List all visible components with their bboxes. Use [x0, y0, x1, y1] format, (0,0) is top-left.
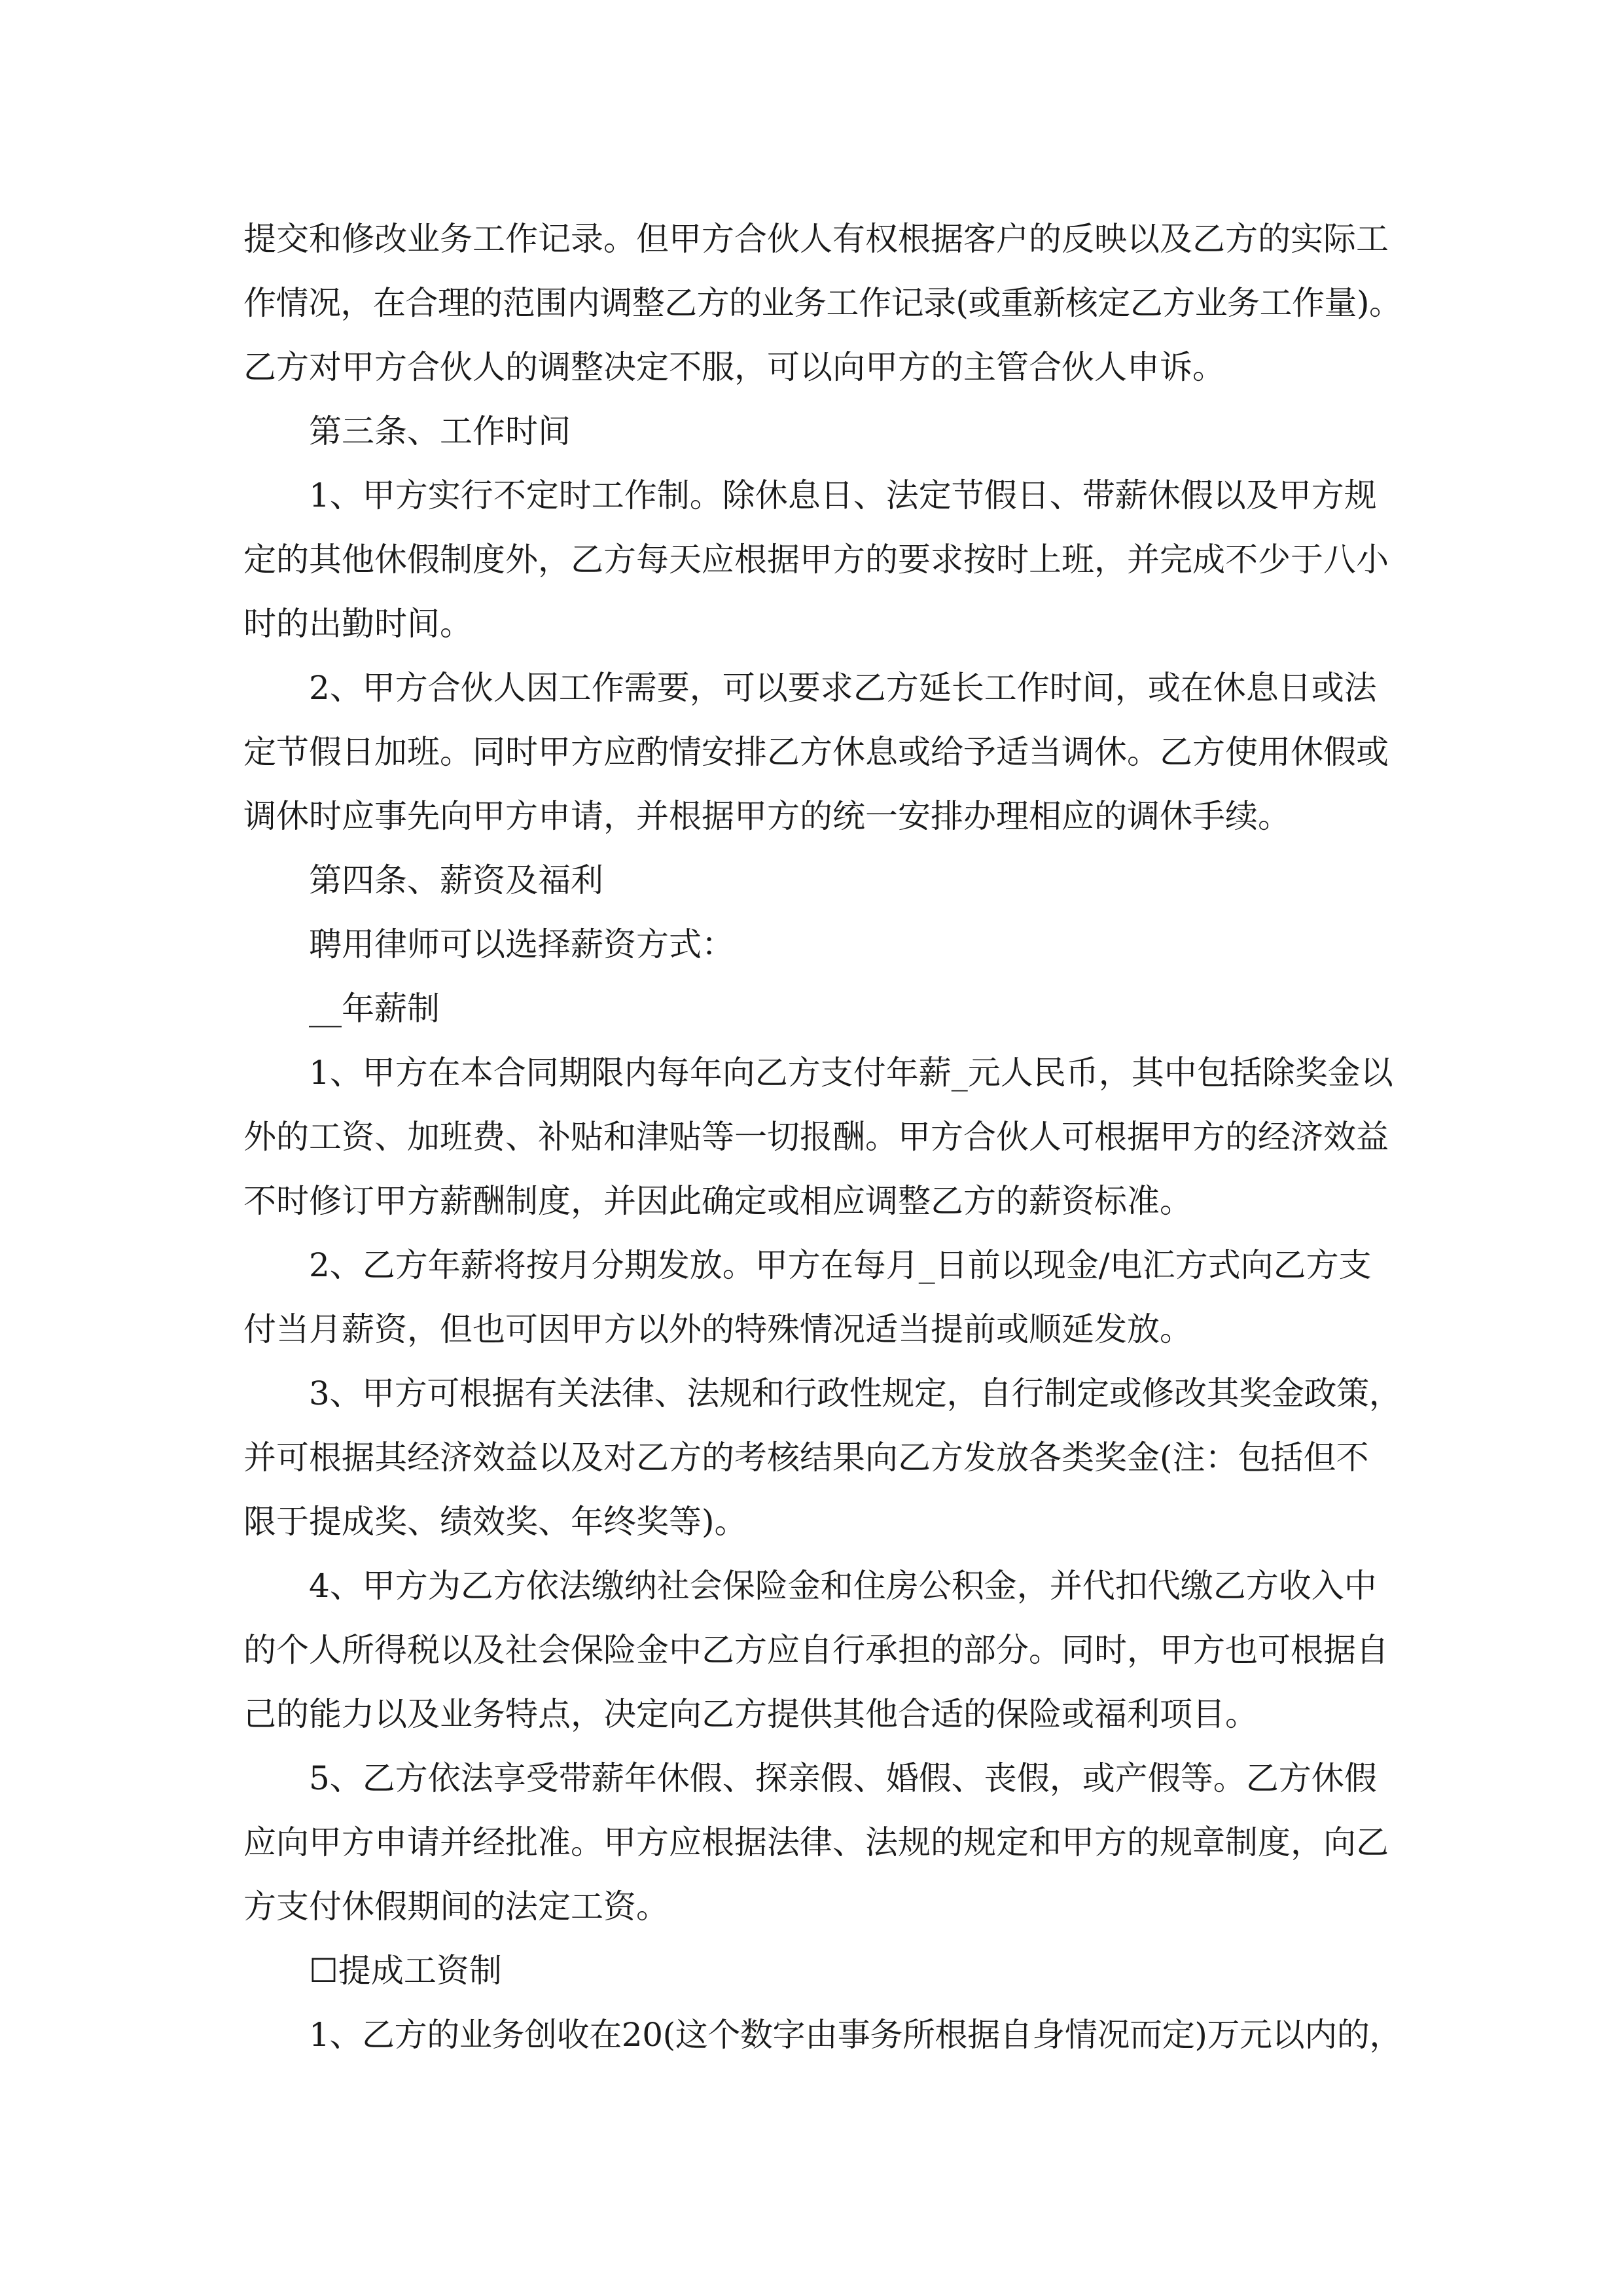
text-line: ☐提成工资制: [309, 1952, 502, 1990]
text-line: 1、乙方的业务创收在20(这个数字由事务所根据自身情况而定)万元以内的，: [309, 2016, 1402, 2054]
text-line: 5、乙方依法享受带薪年休假、探亲假、婚假、丧假，或产假等。乙方休假: [309, 1759, 1377, 1797]
text-line: 第四条、薪资及福利: [309, 861, 603, 899]
text-line: 作情况，在合理的范围内调整乙方的业务工作记录(或重新核定乙方业务工作量)。: [243, 284, 1402, 322]
text-line: 提交和修改业务工作记录。但甲方合伙人有权根据客户的反映以及乙方的实际工: [243, 220, 1389, 258]
text-line: 聘用律师可以选择薪资方式：: [309, 925, 734, 963]
text-line: 应向甲方申请并经批准。甲方应根据法律、法规的规定和甲方的规章制度，向乙: [243, 1823, 1389, 1861]
text-line: 1、甲方实行不定时工作制。除休息日、法定节假日、带薪休假以及甲方规: [309, 476, 1377, 514]
text-line: 限于提成奖、绩效奖、年终奖等)。: [243, 1503, 747, 1541]
text-line: 方支付休假期间的法定工资。: [243, 1888, 669, 1926]
text-line: 外的工资、加班费、补贴和津贴等一切报酬。甲方合伙人可根据甲方的经济效益: [243, 1118, 1389, 1156]
text-line: 并可根据其经济效益以及对乙方的考核结果向乙方发放各类奖金(注：包括但不: [243, 1439, 1369, 1477]
text-line: 第三条、工作时间: [309, 412, 571, 450]
text-line: 的个人所得税以及社会保险金中乙方应自行承担的部分。同时，甲方也可根据自: [243, 1631, 1389, 1669]
text-line: 时的出勤时间。: [243, 605, 473, 643]
text-line: 调休时应事先向甲方申请，并根据甲方的统一安排办理相应的调休手续。: [243, 797, 1291, 835]
text-line: 己的能力以及业务特点，决定向乙方提供其他合适的保险或福利项目。: [243, 1695, 1258, 1733]
text-line: 4、甲方为乙方依法缴纳社会保险金和住房公积金，并代扣代缴乙方收入中: [309, 1567, 1377, 1605]
document-body: [243, 207, 1402, 2067]
text-line: 定的其他休假制度外，乙方每天应根据甲方的要求按时上班，并完成不少于八小: [243, 541, 1389, 579]
text-line: 付当月薪资，但也可因甲方以外的特殊情况适当提前或顺延发放。: [243, 1310, 1192, 1348]
text-line: 不时修订甲方薪酬制度，并因此确定或相应调整乙方的薪资标准。: [243, 1182, 1192, 1220]
text-line: 2、乙方年薪将按月分期发放。甲方在每月_日前以现金/电汇方式向乙方支: [309, 1246, 1372, 1284]
text-line: __年薪制: [309, 990, 440, 1028]
text-line: 2、甲方合伙人因工作需要，可以要求乙方延长工作时间，或在休息日或法: [309, 669, 1377, 707]
text-line: 定节假日加班。同时甲方应酌情安排乙方休息或给予适当调休。乙方使用休假或: [243, 733, 1389, 771]
text-line: 乙方对甲方合伙人的调整决定不服，可以向甲方的主管合伙人申诉。: [243, 348, 1225, 386]
text-line: 1、甲方在本合同期限内每年向乙方支付年薪_元人民币，其中包括除奖金以: [309, 1054, 1393, 1092]
text-line: 3、甲方可根据有关法律、法规和行政性规定，自行制定或修改其奖金政策，: [309, 1374, 1402, 1412]
